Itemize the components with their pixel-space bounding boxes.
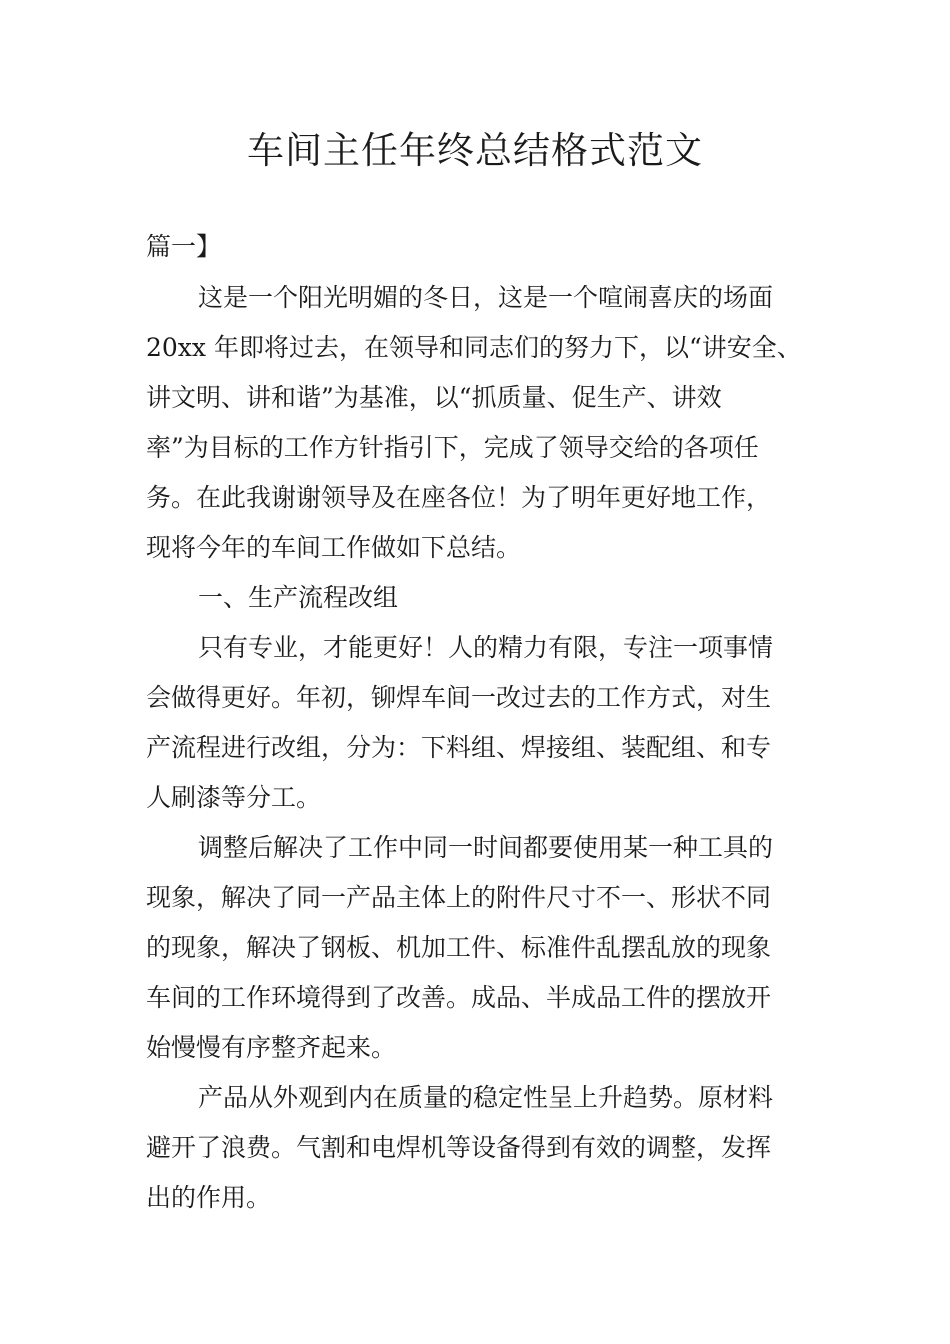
- paragraph-restructure: [146, 623, 810, 823]
- text-line: 车间的工作环境得到了改善。成品、半成品工件的摆放开: [146, 983, 772, 1012]
- paragraph-adjustment: [146, 823, 810, 1073]
- text-line: 避开了浪费。气割和电焊机等设备得到有效的调整，发挥: [146, 1133, 772, 1162]
- section-heading-text: 一、生产流程改组: [198, 583, 399, 612]
- text-line: 的现象，解决了钢板、机加工件、标准件乱摆乱放的现象: [146, 933, 772, 962]
- text-line: 人刷漆等分工。: [146, 783, 322, 812]
- text-line: 务。在此我谢谢领导及在座各位！为了明年更好地工作，: [146, 483, 772, 512]
- text-line: 始慢慢有序整齐起来。: [146, 1033, 397, 1062]
- text-line: 产品从外观到内在质量的稳定性呈上升趋势。原材料: [198, 1083, 774, 1112]
- paragraph-quality: [146, 1073, 810, 1223]
- text-line: 会做得更好。年初，铆焊车间一改过去的工作方式，对生: [146, 683, 772, 712]
- text-line: 调整后解决了工作中同一时间都要使用某一种工具的: [198, 833, 774, 862]
- text-line: 现将今年的车间工作做如下总结。: [146, 533, 522, 562]
- text-line: 产流程进行改组，分为：下料组、焊接组、装配组、和专: [146, 733, 772, 762]
- text-line: 现象，解决了同一产品主体上的附件尺寸不一、形状不同: [146, 883, 772, 912]
- text-line: 讲文明、讲和谐”为基准，以“抓质量、促生产、讲效: [146, 383, 722, 412]
- text-line: 这是一个阳光明媚的冬日，这是一个喧闹喜庆的场面: [198, 283, 774, 312]
- paragraph-intro: [146, 273, 810, 573]
- section-heading: [146, 573, 810, 623]
- section-tag: 篇一】: [146, 232, 222, 261]
- text-line: 只有专业，才能更好！人的精力有限，专注一项事情: [198, 633, 774, 662]
- document-title: 车间主任年终总结格式范文: [247, 129, 703, 172]
- document-body: [146, 273, 810, 1223]
- text-line: 率”为目标的工作方针指引下，完成了领导交给的各项任: [146, 433, 759, 462]
- text-line: 出的作用。: [146, 1183, 272, 1212]
- text-line: 20xx 年即将过去，在领导和同志们的努力下，以“讲安全、: [146, 333, 802, 362]
